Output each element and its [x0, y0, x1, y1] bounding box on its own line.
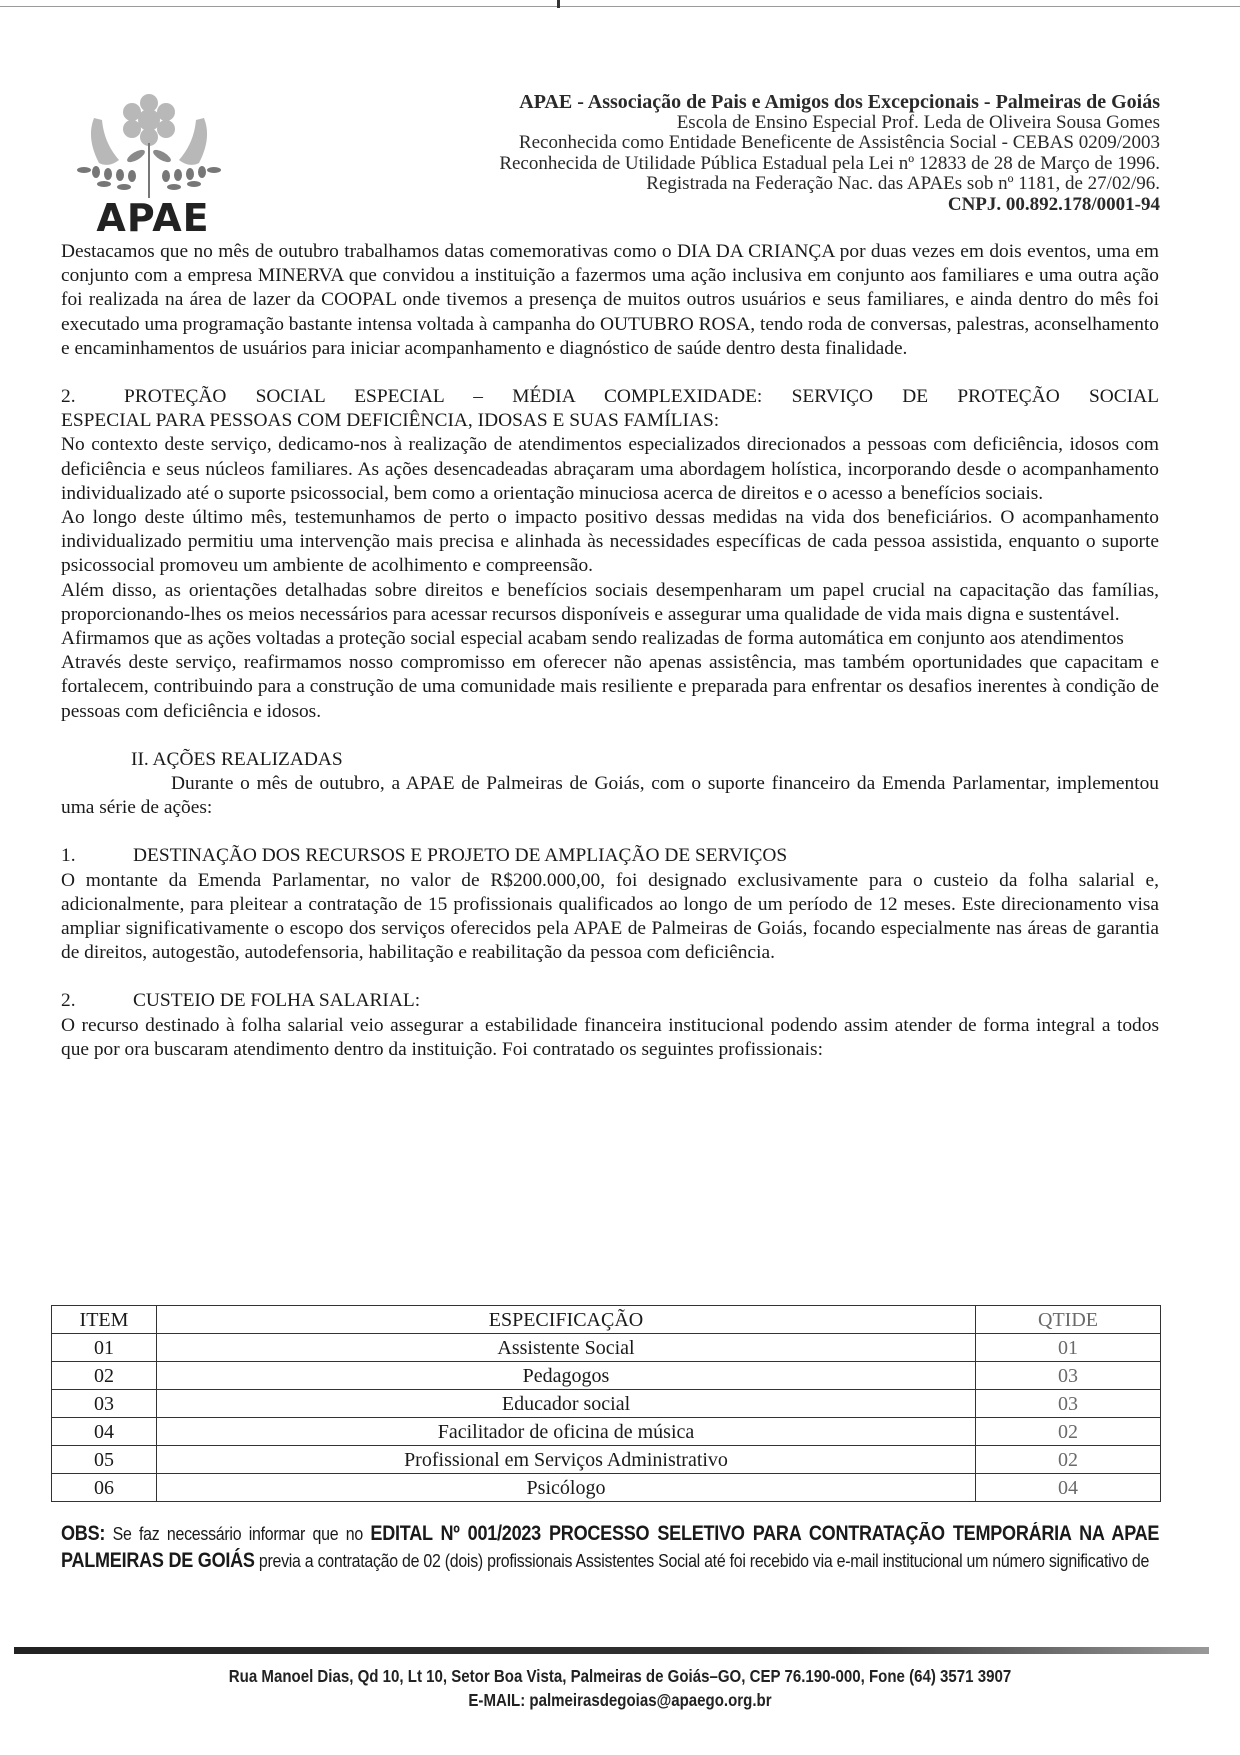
- acoes-title: II. AÇÕES REALIZADAS: [131, 748, 343, 770]
- org-title: APAE - Associação de Pais e Amigos dos Excepcionais - Palmeiras de Goiás: [519, 91, 1160, 113]
- section2-paragraph: Ao longo deste último mês, testemunhamos de perto o impacto positivo dessas medidas na vida dos beneficiários. O acompanhamento individualizado permitiu uma intervenção mais precisa e alinhada às necessidades específicas de cada pessoa assistida, enquanto o suporte psicossocial promoveu um ambiente de acolhimento e compreensão.: [61, 507, 1159, 577]
- table-row: [52, 1390, 1161, 1418]
- header-quantity: QTIDE: [976, 1306, 1161, 1334]
- document-body: [61, 240, 1159, 1062]
- item1-heading: [61, 844, 1159, 868]
- cell-qty: 03: [976, 1390, 1161, 1418]
- public-utility-line: Reconhecida de Utilidade Pública Estadual pela Lei nº 12833 de 28 de Março de 1996.: [499, 152, 1160, 174]
- table-row: [52, 1446, 1161, 1474]
- cell-item: 06: [52, 1474, 157, 1502]
- flower-in-hands-icon: [64, 88, 234, 198]
- staff-table: [51, 1305, 1161, 1502]
- section2-title-line1: PROTEÇÃO SOCIAL ESPECIAL – MÉDIA COMPLEXIDADE: SERVIÇO DE PROTEÇÃO SOCIAL: [124, 386, 1159, 408]
- registration-line: Registrada na Federação Nac. das APAEs sob nº 1181, de 27/02/96.: [646, 173, 1160, 194]
- section2-paragraph: Através deste serviço, reafirmamos nosso compromisso em oferecer não apenas assistência, mas também oportunidades que capacitam e fortalecem, contribuindo para a construção de uma comunidade mais resiliente e preparada para enfrentar os desafios inerentes à condição de pessoas com deficiência e idosos.: [61, 652, 1159, 722]
- letterhead-text: [499, 92, 1160, 215]
- item2-title: CUSTEIO DE FOLHA SALARIAL:: [133, 990, 421, 1012]
- section2-paragraph: Além disso, as orientações detalhadas sobre direitos e benefícios sociais desempenharam um papel crucial na capacitação das famílias, proporcionando-lhes os meios necessários para acessar recursos disponíveis e assegurar uma qualidade de vida mais digna e sustentável.: [61, 579, 1159, 625]
- cell-qty: 02: [976, 1418, 1161, 1446]
- header-item: ITEM: [52, 1306, 157, 1334]
- obs-label: OBS:: [61, 1522, 106, 1545]
- table-header-row: [52, 1306, 1161, 1334]
- cell-qty: 01: [976, 1334, 1161, 1362]
- obs-text-b: previa a contratação de 02 (dois) profissionais Assistentes Social até foi recebido via e-mail institucional um número significativo de: [254, 1550, 1150, 1571]
- scan-top-border: [0, 6, 1240, 7]
- cell-qty: 04: [976, 1474, 1161, 1502]
- cell-spec: Educador social: [157, 1390, 976, 1418]
- acoes-intro: Durante o mês de outubro, a APAE de Palmeiras de Goiás, com o suporte financeiro da Emenda Parlamentar, implementou uma série de ações:: [61, 773, 1159, 819]
- cell-spec: Assistente Social: [157, 1334, 976, 1362]
- cell-spec: Pedagogos: [157, 1362, 976, 1390]
- footer-divider: [14, 1647, 1209, 1654]
- cell-item: 03: [52, 1390, 157, 1418]
- cell-item: 04: [52, 1418, 157, 1446]
- obs-note: [61, 1520, 1159, 1574]
- footer-email: E-MAIL: palmeirasdegoias@apaego.org.br: [468, 1690, 772, 1710]
- apae-logo: [64, 88, 234, 238]
- logo-wordmark: APAE: [96, 196, 210, 240]
- table-row: [52, 1474, 1161, 1502]
- section2-title-line2: ESPECIAL PARA PESSOAS COM DEFICIÊNCIA, IDOSAS E SUAS FAMÍLIAS:: [61, 410, 720, 432]
- school-name: Escola de Ensino Especial Prof. Leda de Oliveira Sousa Gomes: [676, 111, 1160, 133]
- item2-heading: [61, 989, 1159, 1013]
- cell-spec: Profissional em Serviços Administrativo: [157, 1446, 976, 1474]
- cebas-line: Reconhecida como Entidade Beneficente de Assistência Social - CEBAS 0209/2003: [518, 132, 1160, 153]
- letterhead: [60, 88, 1160, 238]
- section2-paragraph: No contexto deste serviço, dedicamo-nos à realização de atendimentos especializados direcionados a pessoas com deficiência, idosos com deficiência e seus núcleos familiares. As ações desencadeadas abraçaram uma abordagem holística, incorporando desde o acompanhamento individualizado até o suporte psicossocial, bem como a orientação minuciosa acerca de direitos e o acesso a benefícios sociais.: [61, 434, 1159, 504]
- cell-spec: Psicólogo: [157, 1474, 976, 1502]
- cnpj: CNPJ. 00.892.178/0001-94: [947, 193, 1160, 215]
- cell-qty: 02: [976, 1446, 1161, 1474]
- section2-heading: [61, 385, 1159, 409]
- cell-item: 02: [52, 1362, 157, 1390]
- cell-item: 01: [52, 1334, 157, 1362]
- footer-address: Rua Manoel Dias, Qd 10, Lt 10, Setor Boa Vista, Palmeiras de Goiás–GO, CEP 76.190-000, Fone (64) 3571 3907: [228, 1666, 1012, 1686]
- table-row: [52, 1334, 1161, 1362]
- item1-number: 1.: [61, 845, 76, 867]
- scan-top-tick: [557, 0, 560, 8]
- item1-text: O montante da Emenda Parlamentar, no valor de R$200.000,00, foi designado exclusivamente para o custeio da folha salarial e, adicionalmente, para pleitear a contratação de 15 profissionais qualificados ao longo de um período de 12 meses. Este direcionamento visa ampliar significativamente o escopo dos serviços oferecidos pela APAE de Palmeiras de Goiás, focando especialmente nas áreas de garantia de direitos, autogestão, autodefensoria, habilitação e reabilitação da pessoa com deficiência.: [61, 869, 1159, 964]
- item1-title: DESTINAÇÃO DOS RECURSOS E PROJETO DE AMPLIAÇÃO DE SERVIÇOS: [133, 845, 788, 867]
- item2-text: O recurso destinado à folha salarial veio assegurar a estabilidade financeira institucional podendo assim atender de forma integral a todos que por ora buscaram atendimento dentro da instituição. Foi contratado os seguintes profissionais:: [61, 1014, 1159, 1060]
- obs-edital: EDITAL Nº 001/2023 PROCESSO SELETIVO PARA CONTRATAÇÃO TEMPORÁRIA NA APAE PALMEIRAS DE GOIÁS: [61, 1522, 1160, 1572]
- table-row: [52, 1418, 1161, 1446]
- section2-number: 2.: [61, 386, 76, 408]
- table-row: [52, 1362, 1161, 1390]
- footer: [0, 1664, 1240, 1712]
- header-specification: ESPECIFICAÇÃO: [157, 1306, 976, 1334]
- item2-number: 2.: [61, 990, 76, 1012]
- section2-paragraph: Afirmamos que as ações voltadas a proteção social especial acabam sendo realizadas de forma automática em conjunto aos atendimentos: [61, 628, 1124, 650]
- cell-spec: Facilitador de oficina de música: [157, 1418, 976, 1446]
- cell-qty: 03: [976, 1362, 1161, 1390]
- intro-paragraph: Destacamos que no mês de outubro trabalhamos datas comemorativas como o DIA DA CRIANÇA por duas vezes em dois eventos, uma em conjunto com a empresa MINERVA que convidou a instituição a fazermos uma ação inclusiva em conjunto aos familiares e uma outra ação foi realizada na área de lazer da COOPAL onde tivemos a presença de muitos outros usuários e seus familiares, e ainda dentro do mês foi executado uma programação bastante intensa voltada à campanha do OUTUBRO ROSA, tendo roda de conversas, palestras, aconselhamento e encaminhamentos de usuários para iniciar acompanhamento e diagnóstico de saúde dentro desta finalidade.: [61, 241, 1159, 359]
- cell-item: 05: [52, 1446, 157, 1474]
- obs-text-a: Se faz necessário informar que no: [105, 1523, 371, 1544]
